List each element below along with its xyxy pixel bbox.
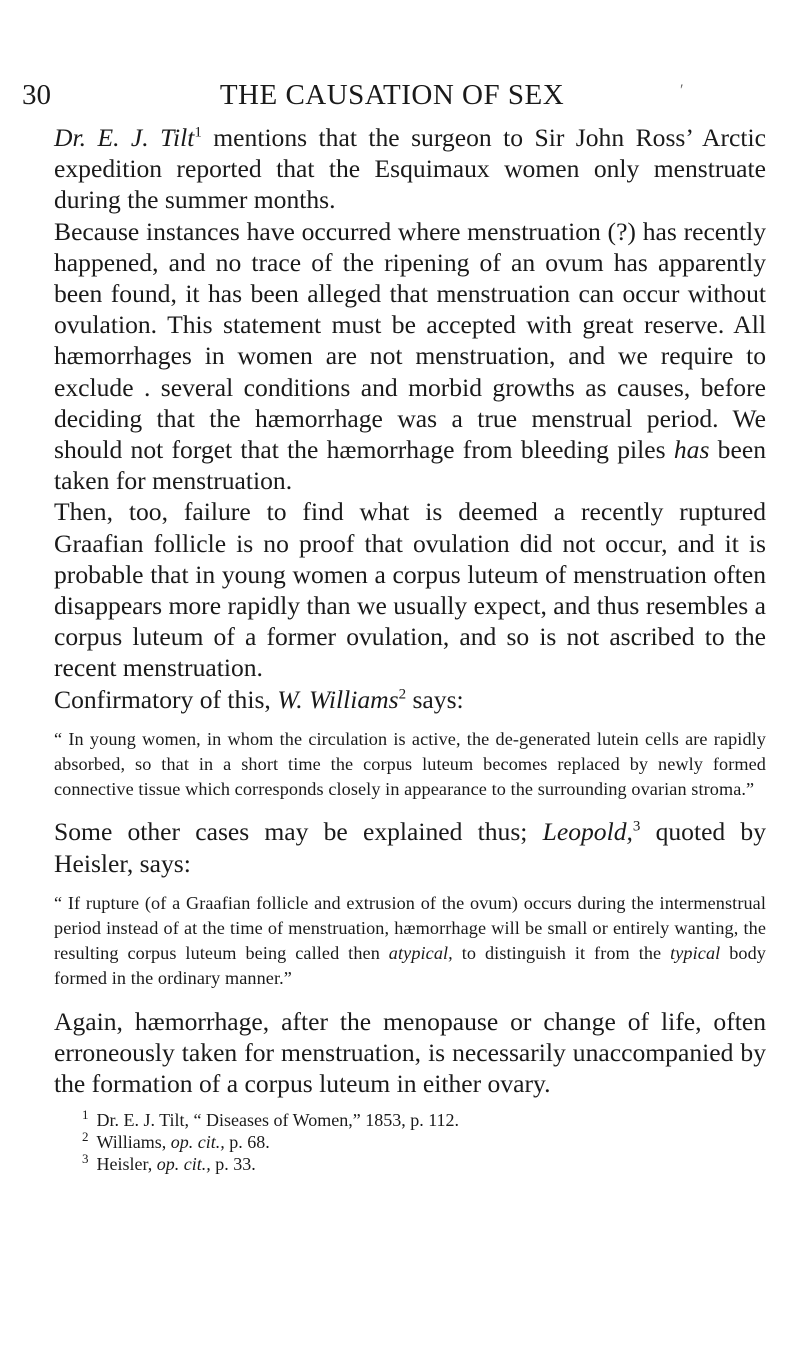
paragraph-menstruation-text-b: been taken for menstruation. <box>54 435 766 496</box>
footnote-2-text-b: p. 68. <box>224 1132 270 1153</box>
paragraph-menstruation-emph: has <box>673 435 710 465</box>
footnote-ref-3: 3 <box>632 818 641 835</box>
footnote-3-italic: op. cit., <box>156 1154 211 1175</box>
footnote-1-number: 1 <box>82 1107 89 1123</box>
paragraph-menstruation-text-a: Because instances have occurred where menstruation (?) has recently happened, and no trace of the ripening of an ovum has apparently been found, it has been alleged that menstruation can occur without ovulation. This statement must be accepted with great reserve. All hæmorrhages in women are not menstruation, and we require to exclude . several conditions and morbid growths as causes, before deciding that the hæmorrhage was a true menstrual period. We should not forget that the hæmorrhage from bleeding piles <box>54 216 766 465</box>
author-leopold: Leopold, <box>542 817 633 847</box>
paragraph-confirmatory <box>54 684 766 715</box>
quote-leopold-text-c: body formed in the ordinary manner.” <box>54 943 766 989</box>
paragraph-graafian-follicle: Then, too, failure to find what is deemed a recently ruptured Graafian follicle is no proof that ovulation did not occur, and it is probable that in young women a corpus luteum of menstruation often disappears more rapidly than we usually expect, and thus resembles a corpus luteum of a former ovulation, and so is not ascribed to the recent menstruation. <box>54 497 766 683</box>
paragraph-tilt-text: mentions that the surgeon to Sir John Ross’ Arctic expedition reported that the Esquimaux women only menstruate during the summer months. <box>54 123 766 215</box>
author-williams: W. Williams <box>277 684 399 714</box>
footnote-ref-1: 1 <box>194 124 202 141</box>
footnote-3-number: 3 <box>82 1151 89 1167</box>
running-head: THE CAUSATION OF SEX <box>219 79 565 111</box>
footnotes <box>54 1109 766 1175</box>
footnote-2-number: 2 <box>82 1129 89 1145</box>
quote-leopold-emph-a: atypical, <box>388 943 453 964</box>
paragraph-leopold-text-b: quoted by Heisler, says: <box>54 817 766 878</box>
footnote-1 <box>82 1109 766 1131</box>
footnote-1-text: Dr. E. J. Tilt, “ Diseases of Women,” 1853, p. 112. <box>96 1110 460 1131</box>
footnote-ref-2: 2 <box>398 686 407 703</box>
quote-leopold <box>54 891 766 992</box>
paragraph-leopold <box>54 816 766 878</box>
quote-williams: “ In young women, in whom the circulation is active, the de-generated lutein cells are rapidly absorbed, so that in a short time the corpus luteum becomes replaced by newly formed connective tissue which corresponds closely in appearance to the surrounding ovarian stroma.” <box>54 728 766 800</box>
quote-leopold-emph-b: typical <box>670 943 721 964</box>
paragraph-leopold-text-a: Some other cases may be explained thus; <box>54 817 543 847</box>
stray-mark: ′ <box>680 82 684 99</box>
footnote-3 <box>82 1153 766 1175</box>
quote-leopold-text-b: to distinguish it from the <box>452 943 671 964</box>
author-tilt: Dr. E. J. Tilt <box>54 123 195 152</box>
footnote-2-italic: op. cit., <box>170 1132 225 1153</box>
footnote-3-text-b: p. 33. <box>210 1154 256 1175</box>
footnote-3-text-a: Heisler, <box>96 1154 157 1175</box>
paragraph-menopause: Again, hæmorrhage, after the menopause or change of life, often erroneously taken for menstruation, is necessarily unaccompanied by the formation of a corpus luteum in either ovary. <box>54 1006 766 1099</box>
paragraph-confirmatory-text-b: says: <box>406 684 464 714</box>
page-header <box>22 78 782 118</box>
paragraph-menstruation-ovulation <box>54 216 766 497</box>
footnote-2 <box>82 1131 766 1153</box>
paragraph-tilt <box>54 122 766 216</box>
page-number: 30 <box>22 79 51 111</box>
footnote-2-text-a: Williams, <box>96 1132 171 1153</box>
paragraph-confirmatory-text-a: Confirmatory of this, <box>54 684 278 714</box>
body-text <box>54 122 766 1175</box>
quote-leopold-text-a: “ If rupture (of a Graafian follicle and extrusion of the ovum) occurs during the intermenstrual period instead of at the time of menstruation, hæmorrhage will be small or entirely wanting, the resulting corpus luteum being called then <box>54 892 766 964</box>
